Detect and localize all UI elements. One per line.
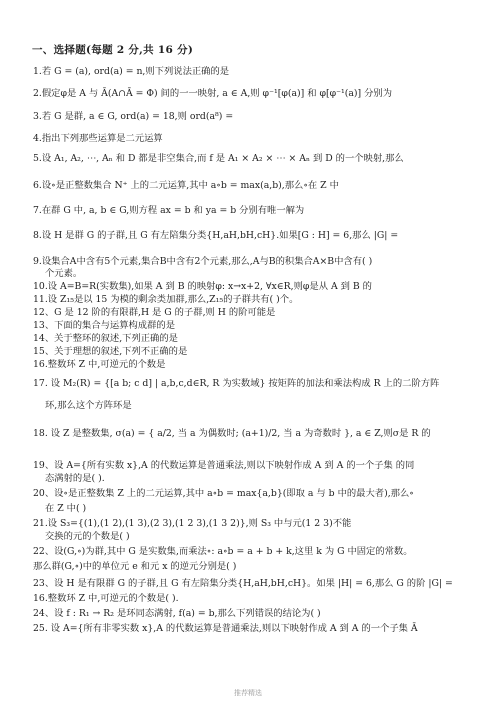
question-8: 8.设 H 是群 G 的子群,且 G 有左陪集分类{H,aH,bH,cH}.如果[G : H] = 6,那么 |G| = (33, 230, 399, 241)
question-19: 19、设 A={所有实数 x},A 的代数运算是普通乘法,则以下映射作成 A 到 A 的一个子集 的同 (33, 460, 415, 471)
question-12: 12、G 是 12 阶的有限群,H 是 G 的子群,则 H 的阶可能是 (33, 307, 276, 318)
question-20-continued: 在 Z 中( ) (45, 503, 87, 514)
question-22: 22、设(G,∘)为群,其中 G 是实数集,而乘法∘: a∘b = a + b + k,这里 k 为 G 中固定的常数。 (33, 546, 413, 557)
question-25: 25. 设 A={所有非零实数 x},A 的代数运算是普通乘法,则以下映射作成 A 到 A 的一个子集 Ā (33, 623, 418, 634)
question-20: 20、设∘是正整数集 Z 上的二元运算,其中 a∘b = max{a,b}(即取 a 与 b 中的最大者),那么∘ (33, 488, 414, 499)
question-1: 1.若 G = (a), ord(a) = n,则下列说法正确的是 (33, 66, 230, 77)
question-2: 2.假定φ是 A 与 Ā(A∩Ā = Φ) 间的一一映射, a ∈ A,则 φ⁻¹[φ(a)] 和 φ[φ⁻¹(a)] 分别为 (33, 88, 393, 99)
question-9: 9.设集合A中含有5个元素,集合B中含有2个元素,那么,A与B的积集合A×B中含有( ) (33, 256, 373, 267)
question-15: 15、关于理想的叙述,下列不正确的是 (33, 346, 188, 357)
question-9-continued: 个元素。 (45, 268, 83, 279)
question-4: 4.指出下列那些运算是二元运算 (33, 133, 163, 144)
question-21-continued: 交换的元的个数是( ) (45, 531, 130, 542)
question-24: 24、设 f : R₁ → R₂ 是环同态满射, f(a) = b,那么下列错误的结论为( ) (33, 608, 321, 619)
question-17: 17. 设 M₂(R) = {[a b; c d] | a,b,c,d∈R, R 为实数域} 按矩阵的加法和乘法构成 R 上的二阶方阵 (33, 378, 440, 389)
question-3: 3.若 G 是群, a ∈ G, ord(a) = 18,则 ord(a⁸) = (33, 111, 234, 122)
question-10: 10.设 A=B=R(实数集),如果 A 到 B 的映射φ: x→x+2, ∀x∈R,则φ是从 A 到 B 的 (33, 281, 372, 292)
question-14: 14、关于整环的叙述,下列正确的是 (33, 333, 178, 344)
page-footer-watermark: 推荐精选 (234, 689, 262, 697)
question-7: 7.在群 G 中, a, b ∈ G,则方程 ax = b 和 ya = b 分别有唯一解为 (33, 205, 305, 216)
question-17-continued: 环,那么这个方阵环是 (45, 400, 132, 411)
question-23: 23、设 H 是有限群 G 的子群,且 G 有左陪集分类{H,aH,bH,cH}。如果 |H| = 6,那么 G 的阶 |G| = (33, 578, 453, 589)
section-heading: 一、选择题(每题 2 分,共 16 分) (32, 44, 194, 56)
question-11: 11.设 Z₁₅是以 15 为模的剩余类加群,那么,Z₁₅的子群共有( )个。 (33, 294, 299, 305)
question-16: 16.整数环 Z 中,可逆元的个数是 (33, 359, 166, 370)
question-16-repeat: 16.整数环 Z 中,可逆元的个数是( ). (33, 593, 179, 604)
question-6: 6.设∘是正整数集合 N⁺ 上的二元运算,其中 a∘b = max(a,b),那么∘在 Z 中 (33, 180, 339, 191)
question-13: 13、下面的集合与运算构成群的是 (33, 320, 175, 331)
question-5: 5.设 A₁, A₂, ⋯, Aₙ 和 D 都是非空集合,而 f 是 A₁ × A₂ × ⋯ × Aₙ 到 D 的一个映射,那么 (33, 153, 404, 164)
question-18: 18. 设 Z 是整数集, σ(a) = { a/2, 当 a 为偶数时; (a+1)/2, 当 a 为奇数时 }, a ∈ Z,则σ是 R 的 (33, 428, 431, 439)
question-21: 21.设 S₃={(1),(1 2),(1 3),(2 3),(1 2 3),(1 3 2)},则 S₃ 中与元(1 2 3)不能 (33, 518, 352, 529)
question-19-continued: 态满射的是( ). (45, 473, 105, 484)
question-22-continued: 那么群(G,∘)中的单位元 e 和元 x 的逆元分别是( ) (33, 561, 237, 572)
